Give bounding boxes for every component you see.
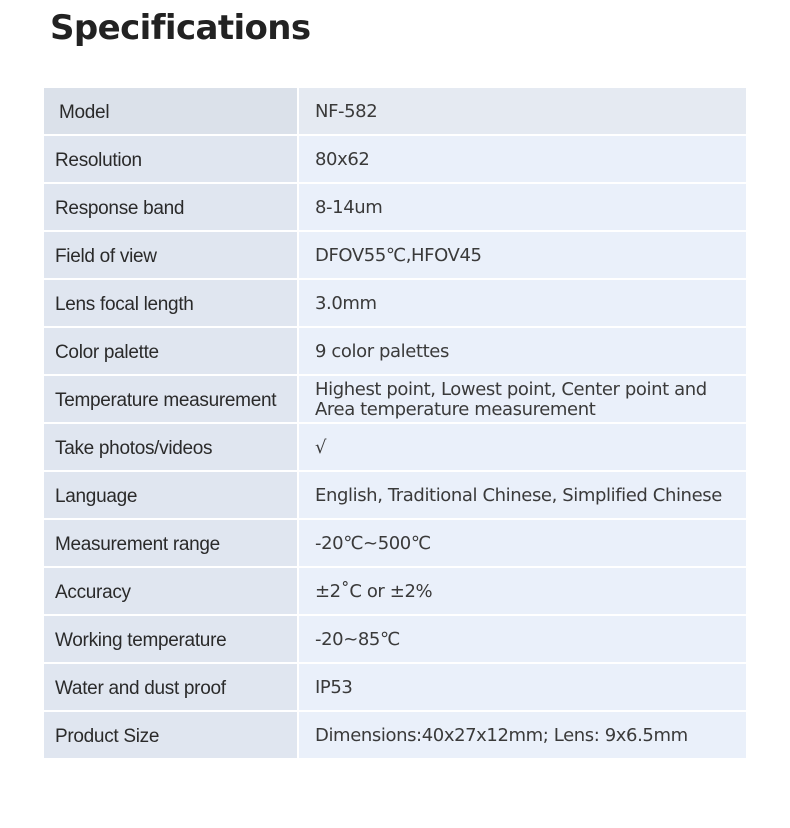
table-row-response-band [44,184,746,230]
row-label: Language [44,472,297,518]
row-value: IP53 [299,664,746,710]
table-row-accuracy [44,568,746,614]
table-row-resolution [44,136,746,182]
row-label: Take photos/videos [44,424,297,470]
table-row-take-photos-videos [44,424,746,470]
table-row-lens-focal-length [44,280,746,326]
row-value: Highest point, Lowest point, Center point and Area temperature measurement [299,376,746,422]
row-value: 9 color palettes [299,328,746,374]
row-label: Color palette [44,328,297,374]
row-label: Lens focal length [44,280,297,326]
table-row-color-palette [44,328,746,374]
row-value: √ [299,424,746,470]
spec-table [44,88,746,760]
table-row-measurement-range [44,520,746,566]
row-label: Model [44,88,297,134]
table-row-working-temperature [44,616,746,662]
row-label: Resolution [44,136,297,182]
row-value: 80x62 [299,136,746,182]
row-label: Field of view [44,232,297,278]
row-label: Temperature measurement [44,376,297,422]
row-value: NF-582 [299,88,746,134]
table-row-temperature-measurement [44,376,746,422]
row-label: Water and dust proof [44,664,297,710]
page-title: Specifications [50,8,311,48]
table-row-field-of-view [44,232,746,278]
row-value: -20~85℃ [299,616,746,662]
row-label: Measurement range [44,520,297,566]
row-label: Working temperature [44,616,297,662]
table-row-model [44,88,746,134]
row-label: Response band [44,184,297,230]
row-label: Accuracy [44,568,297,614]
row-value: English, Traditional Chinese, Simplified Chinese [299,472,746,518]
row-value: 3.0mm [299,280,746,326]
table-row-water-dust-proof [44,664,746,710]
row-value: -20℃~500℃ [299,520,746,566]
row-value: DFOV55℃,HFOV45 [299,232,746,278]
row-value: Dimensions:40x27x12mm; Lens: 9x6.5mm [299,712,746,758]
row-value: 8-14um [299,184,746,230]
row-value: ±2˚C or ±2% [299,568,746,614]
row-label: Product Size [44,712,297,758]
table-row-product-size [44,712,746,758]
table-row-language [44,472,746,518]
